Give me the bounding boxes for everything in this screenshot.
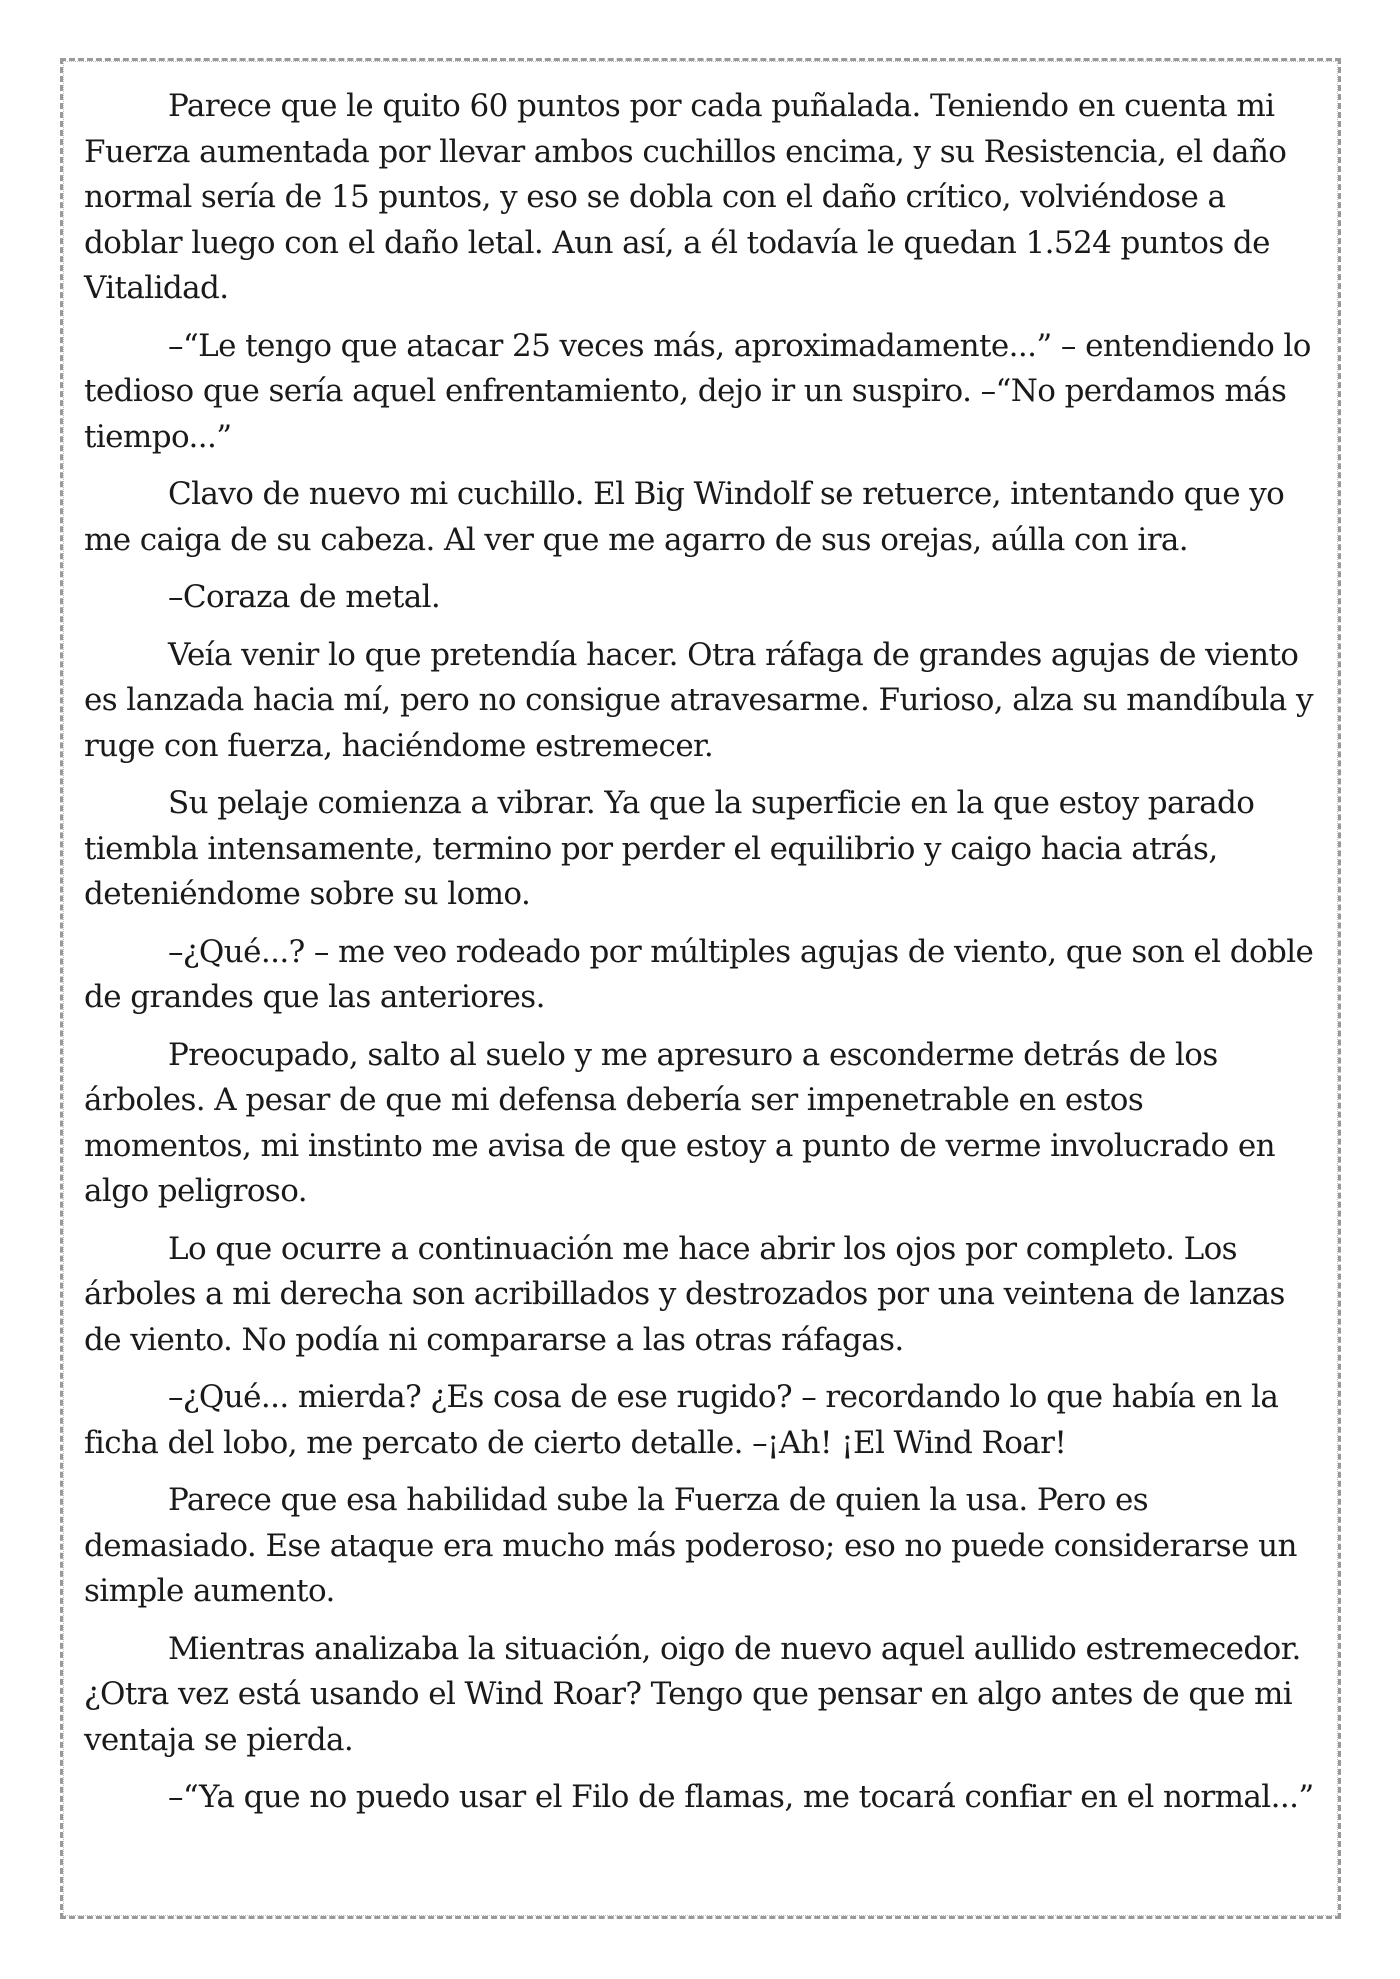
document-body xyxy=(84,84,1316,1833)
paragraph: –¿Qué... mierda? ¿Es cosa de ese rugido? – recordando lo que había en la ficha del lobo, me percato de cierto detalle. –¡Ah! ¡El Wind Roar! xyxy=(84,1379,1279,1461)
paragraph: Parece que esa habilidad sube la Fuerza de quien la usa. Pero es demasiado. Ese ataque era mucho más poderoso; eso no puede considerarse un simple aumento. xyxy=(84,1482,1297,1609)
paragraph: –“Ya que no puedo usar el Filo de flamas, me tocará confiar en el normal...” xyxy=(168,1779,1314,1815)
paragraph: Veía venir lo que pretendía hacer. Otra ráfaga de grandes agujas de viento es lanzada hacia mí, pero no consigue atravesarme. Furioso, alza su mandíbula y ruge con fuerza, haciéndome estremecer. xyxy=(84,636,1313,764)
paragraph: Preocupado, salto al suelo y me apresuro a esconderme detrás de los árboles. A pesar de que mi defensa debería ser impenetrable en estos momentos, mi instinto me avisa de que estoy a punto de verme involucrado en algo peligroso. xyxy=(84,1036,1275,1209)
paragraph: Mientras analizaba la situación, oigo de nuevo aquel aullido estremecedor. ¿Otra vez está usando el Wind Roar? Tengo que pensar en algo antes de que mi ventaja se pierda. xyxy=(84,1630,1301,1758)
paragraph: –¿Qué...? – me veo rodeado por múltiples agujas de viento, que son el doble de grandes que las anteriores. xyxy=(84,933,1314,1015)
paragraph: –Coraza de metal. xyxy=(168,579,441,615)
paragraph: Su pelaje comienza a vibrar. Ya que la superficie en la que estoy parado tiembla intensamente, termino por perder el equilibrio y caigo hacia atrás, deteniéndome sobre su lomo. xyxy=(84,785,1255,912)
paragraph: Clavo de nuevo mi cuchillo. El Big Windolf se retuerce, intentando que yo me caiga de su cabeza. Al ver que me agarro de sus orejas, aúlla con ira. xyxy=(84,476,1285,558)
paragraph: Parece que le quito 60 puntos por cada puñalada. Teniendo en cuenta mi Fuerza aumentada por llevar ambos cuchillos encima, y su Resistencia, el daño normal sería de 15 puntos, y eso se dobla con el daño crítico, volviéndose a doblar luego con el daño letal. Aun así, a él todavía le quedan 1.524 puntos de Vitalidad. xyxy=(84,88,1287,306)
paragraph: Lo que ocurre a continuación me hace abrir los ojos por completo. Los árboles a mi derecha son acribillados y destrozados por una veintena de lanzas de viento. No podía ni compararse a las otras ráfagas. xyxy=(84,1230,1285,1358)
paragraph: –“Le tengo que atacar 25 veces más, aproximadamente...” – entendiendo lo tedioso que sería aquel enfrentamiento, dejo ir un suspiro. –“No perdamos más tiempo...” xyxy=(84,327,1311,455)
